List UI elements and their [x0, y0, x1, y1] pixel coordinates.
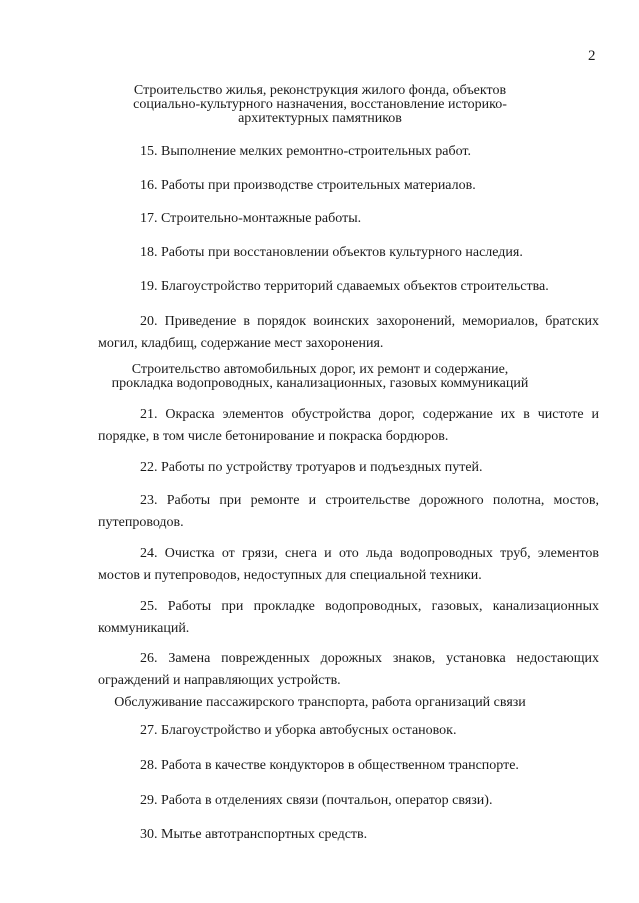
- list-item-21: 21. Окраска элементов обустройства дорог, содержание их в чистоте и порядке, в том числе бетонирование и покраска бордюров.: [98, 407, 599, 444]
- list-item-22: 22. Работы по устройству тротуаров и подъездных путей.: [140, 460, 483, 475]
- list-item-26: 26. Замена поврежденных дорожных знаков, установка недостающих ограждений и направляющих устройств.: [98, 651, 599, 688]
- list-item-18: 18. Работы при восстановлении объектов культурного наследия.: [140, 245, 523, 260]
- list-item-29: 29. Работа в отделениях связи (почтальон, оператор связи).: [140, 793, 493, 808]
- list-item-23: 23. Работы при ремонте и строительстве дорожного полотна, мостов, путепроводов.: [98, 493, 599, 530]
- list-item-19: 19. Благоустройство территорий сдаваемых объектов строительства.: [140, 279, 549, 294]
- list-item-15: 15. Выполнение мелких ремонтно-строительных работ.: [140, 144, 471, 159]
- list-item-24: 24. Очистка от грязи, снега и ото льда водопроводных труб, элементов мостов и путепроводов, недоступных для специальной техники.: [98, 546, 599, 583]
- list-item-25: 25. Работы при прокладке водопроводных, газовых, канализационных коммуникаций.: [98, 599, 599, 636]
- list-item-27: 27. Благоустройство и уборка автобусных остановок.: [140, 723, 457, 738]
- page-number: 2: [588, 48, 596, 64]
- section-heading-roads: Строительство автомобильных дорог, их ремонт и содержание, прокладка водопроводных, канализационных, газовых коммуникаций: [111, 362, 529, 391]
- list-item-17: 17. Строительно-монтажные работы.: [140, 211, 362, 226]
- list-item-28: 28. Работа в качестве кондукторов в общественном транспорте.: [140, 758, 519, 773]
- section-heading-housing: Строительство жилья, реконструкция жилого фонда, объектов социально-культурного назначения, восстановление историко-архитектурных памятников: [133, 83, 507, 126]
- section-heading-transport: Обслуживание пассажирского транспорта, работа организаций связи: [114, 695, 526, 710]
- list-item-16: 16. Работы при производстве строительных материалов.: [140, 178, 476, 193]
- list-item-30: 30. Мытье автотранспортных средств.: [140, 827, 368, 842]
- list-item-20: 20. Приведение в порядок воинских захоронений, мемориалов, братских могил, кладбищ, содержание мест захоронения.: [98, 314, 599, 351]
